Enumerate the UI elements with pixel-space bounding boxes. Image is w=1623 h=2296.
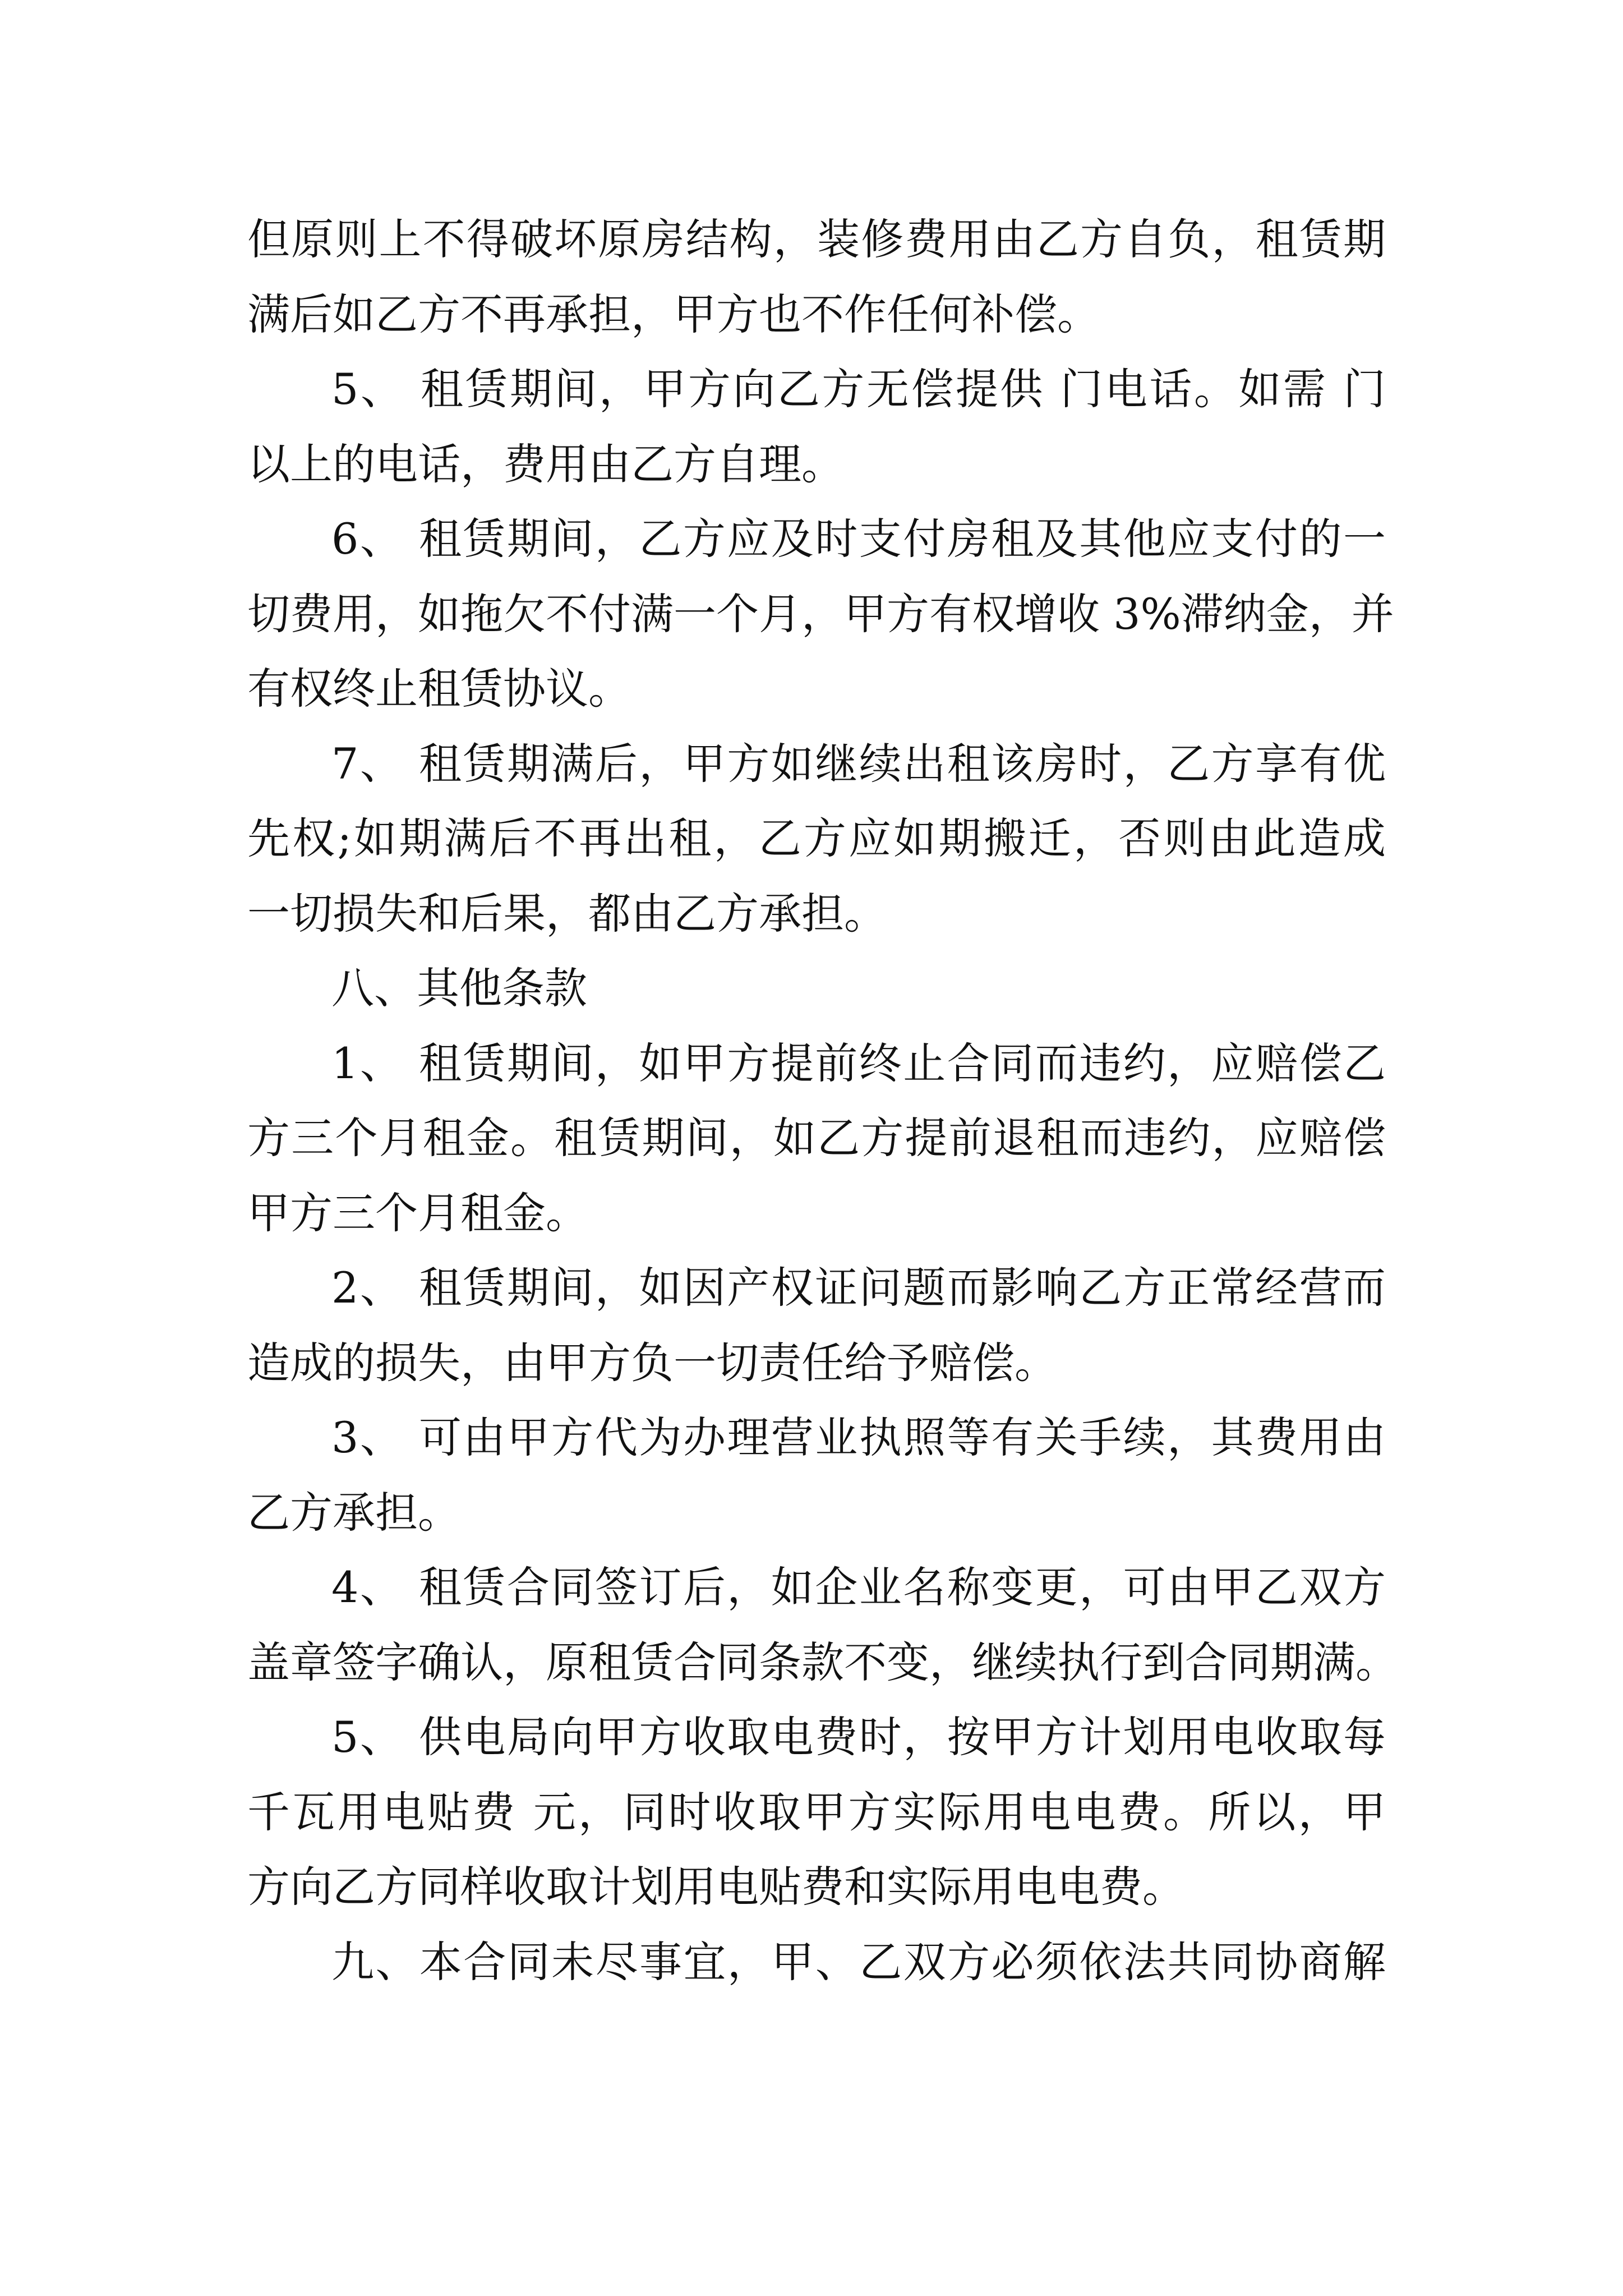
text-line: 造成的损失，由甲方负一切责任给予赔偿。 <box>247 1337 1057 1388</box>
text-line: 方向乙方同样收取计划用电贴费和实际用电电费。 <box>247 1862 1185 1912</box>
text-line: 一切损失和后果，都由乙方承担。 <box>247 888 887 938</box>
text-line: 切费用，如拖欠不付满一个月，甲方有权增收 3%滞纳金，并 <box>247 588 1394 639</box>
text-line: 先权;如期满后不再出租，乙方应如期搬迁，否则由此造成 <box>247 813 1386 863</box>
text-line: 方三个月租金。租赁期间，如乙方提前退租而违约，应赔偿 <box>247 1113 1386 1163</box>
clause-8-1-line: 1、 租赁期间，如甲方提前终止合同而违约，应赔偿乙 <box>331 1038 1386 1088</box>
clause-8-5-line: 5、 供电局向甲方收取电费时，按甲方计划用电收取每 <box>331 1712 1386 1762</box>
clause-8-4-line: 4、 租赁合同签订后，如企业名称变更，可由甲乙双方 <box>331 1562 1386 1612</box>
text-line: 盖章签字确认，原租赁合同条款不变，继续执行到合同期满。 <box>247 1637 1398 1687</box>
text-line: 千瓦用电贴费 元，同时收取甲方实际用电电费。所以，甲 <box>247 1787 1386 1837</box>
text-line: 以上的电话，费用由乙方自理。 <box>247 439 844 489</box>
section-9-line: 九、本合同未尽事宜，甲、乙双方必须依法共同协商解 <box>331 1936 1386 1987</box>
section-8-heading: 八、其他条款 <box>331 963 587 1013</box>
text-line: 但原则上不得破坏原房结构，装修费用由乙方自负，租赁期 <box>247 214 1386 264</box>
text-line: 乙方承担。 <box>247 1487 460 1538</box>
text-line: 有权终止租赁协议。 <box>247 664 631 714</box>
clause-7-line: 7、 租赁期满后，甲方如继续出租该房时，乙方享有优 <box>331 738 1386 789</box>
clause-6-line: 6、 租赁期间，乙方应及时支付房租及其他应支付的一 <box>331 514 1386 564</box>
text-line: 甲方三个月租金。 <box>247 1188 588 1238</box>
clause-8-2-line: 2、 租赁期间，如因产权证问题而影响乙方正常经营而 <box>331 1263 1386 1313</box>
clause-5-line: 5、 租赁期间，甲方向乙方无偿提供 门电话。如需 门 <box>331 364 1386 414</box>
contract-text <box>247 202 1398 1999</box>
text-line: 满后如乙方不再承担，甲方也不作任何补偿。 <box>247 289 1100 339</box>
clause-8-3-line: 3、 可由甲方代为办理营业执照等有关手续，其费用由 <box>331 1412 1386 1462</box>
